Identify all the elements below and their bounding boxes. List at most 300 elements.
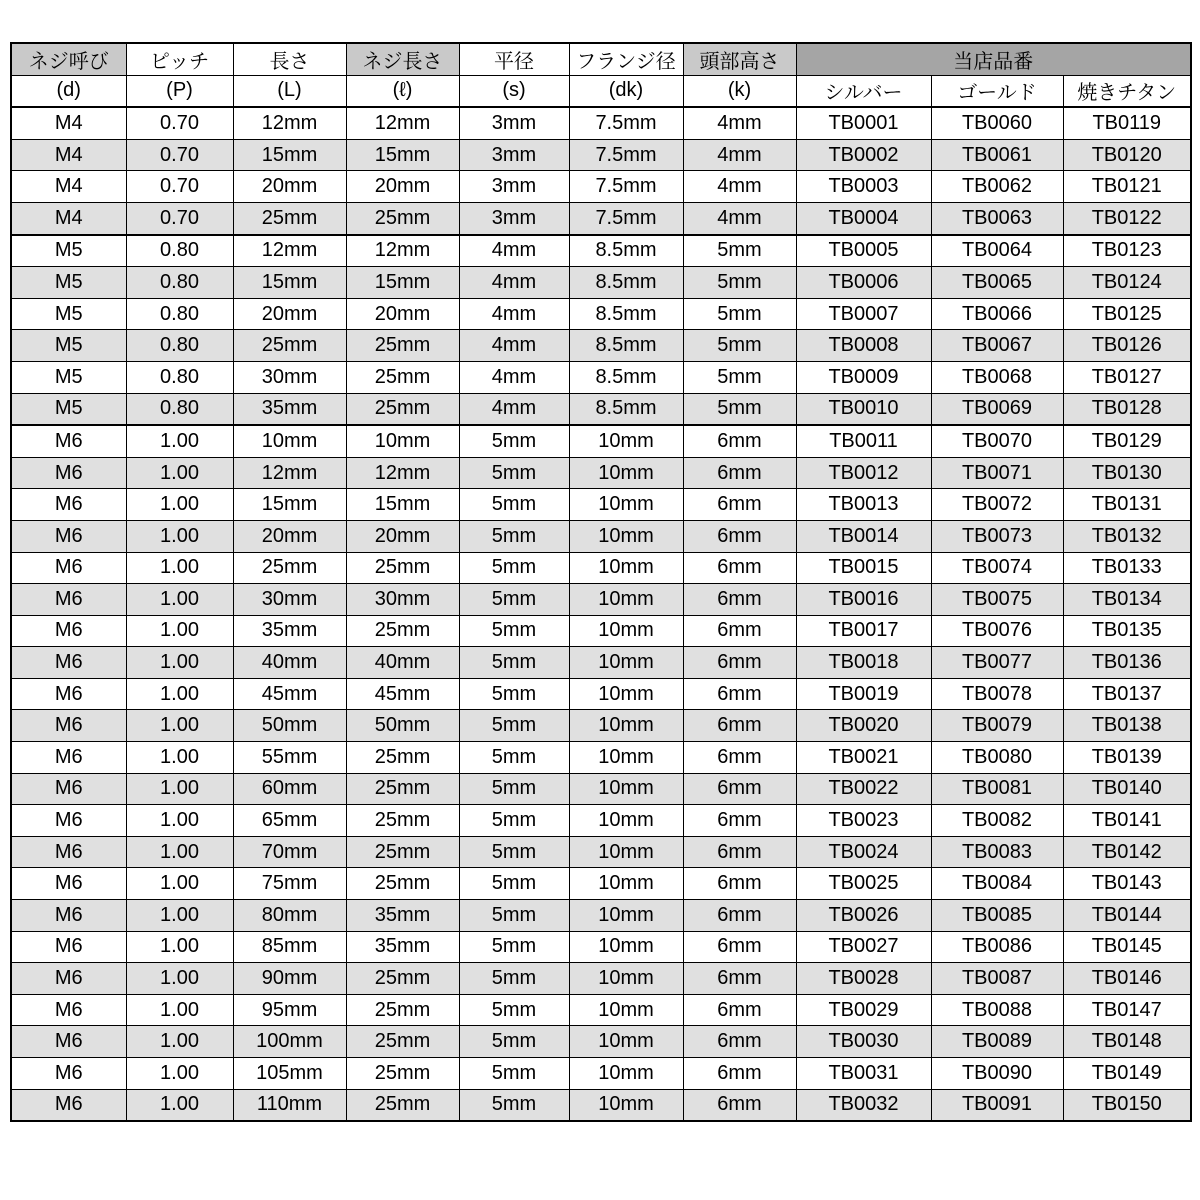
column-header-label: ネジ長さ xyxy=(346,43,459,75)
cell: 12mm xyxy=(233,107,346,139)
cell: 15mm xyxy=(346,489,459,521)
cell: M6 xyxy=(11,489,126,521)
cell: 5mm xyxy=(459,1058,569,1090)
cell: TB0123 xyxy=(1063,235,1191,267)
cell: TB0078 xyxy=(931,678,1063,710)
cell: 10mm xyxy=(569,678,683,710)
cell: TB0145 xyxy=(1063,931,1191,963)
cell: 4mm xyxy=(459,267,569,299)
cell: 8.5mm xyxy=(569,330,683,362)
cell: 5mm xyxy=(459,457,569,489)
cell: 10mm xyxy=(569,552,683,584)
cell: TB0134 xyxy=(1063,584,1191,616)
cell: TB0063 xyxy=(931,202,1063,234)
cell: M5 xyxy=(11,361,126,393)
cell: M6 xyxy=(11,805,126,837)
table-row xyxy=(11,710,1191,742)
table-row xyxy=(11,267,1191,299)
cell: TB0141 xyxy=(1063,805,1191,837)
cell: TB0024 xyxy=(796,836,931,868)
table-row xyxy=(11,1026,1191,1058)
cell: TB0136 xyxy=(1063,647,1191,679)
table-header xyxy=(11,43,1191,107)
table-row xyxy=(11,647,1191,679)
cell: 12mm xyxy=(346,457,459,489)
cell: 5mm xyxy=(683,235,796,267)
table-row xyxy=(11,931,1191,963)
cell: TB0067 xyxy=(931,330,1063,362)
cell: 1.00 xyxy=(126,489,233,521)
cell: 3mm xyxy=(459,171,569,203)
cell: 5mm xyxy=(459,742,569,774)
cell: 5mm xyxy=(459,489,569,521)
cell: M6 xyxy=(11,994,126,1026)
cell: TB0077 xyxy=(931,647,1063,679)
cell: TB0090 xyxy=(931,1058,1063,1090)
cell: 10mm xyxy=(569,836,683,868)
cell: M6 xyxy=(11,900,126,932)
cell: TB0075 xyxy=(931,584,1063,616)
cell: 20mm xyxy=(346,171,459,203)
cell: 1.00 xyxy=(126,773,233,805)
cell: 25mm xyxy=(346,393,459,425)
cell: 3mm xyxy=(459,107,569,139)
cell: 1.00 xyxy=(126,425,233,457)
cell: 110mm xyxy=(233,1089,346,1121)
table-row xyxy=(11,963,1191,995)
product-number-subheader: シルバー xyxy=(796,75,931,107)
cell: M5 xyxy=(11,330,126,362)
cell: TB0073 xyxy=(931,520,1063,552)
cell: M6 xyxy=(11,742,126,774)
cell: TB0128 xyxy=(1063,393,1191,425)
table-row xyxy=(11,678,1191,710)
cell: 85mm xyxy=(233,931,346,963)
table-row xyxy=(11,457,1191,489)
cell: M6 xyxy=(11,584,126,616)
cell: TB0122 xyxy=(1063,202,1191,234)
table-row xyxy=(11,202,1191,234)
cell: 30mm xyxy=(346,584,459,616)
product-number-subheader: ゴールド xyxy=(931,75,1063,107)
cell: TB0119 xyxy=(1063,107,1191,139)
cell: 10mm xyxy=(569,710,683,742)
cell: TB0072 xyxy=(931,489,1063,521)
cell: M6 xyxy=(11,773,126,805)
cell: 5mm xyxy=(459,1026,569,1058)
cell: 40mm xyxy=(346,647,459,679)
cell: 10mm xyxy=(569,805,683,837)
cell: 6mm xyxy=(683,457,796,489)
cell: 25mm xyxy=(346,742,459,774)
cell: 1.00 xyxy=(126,615,233,647)
cell: 20mm xyxy=(233,298,346,330)
cell: TB0010 xyxy=(796,393,931,425)
cell: 3mm xyxy=(459,202,569,234)
cell: TB0129 xyxy=(1063,425,1191,457)
cell: 6mm xyxy=(683,805,796,837)
cell: TB0011 xyxy=(796,425,931,457)
column-header-symbol: (k) xyxy=(683,75,796,107)
cell: M6 xyxy=(11,868,126,900)
cell: 8.5mm xyxy=(569,361,683,393)
cell: 3mm xyxy=(459,139,569,171)
cell: TB0139 xyxy=(1063,742,1191,774)
cell: TB0030 xyxy=(796,1026,931,1058)
cell: TB0150 xyxy=(1063,1089,1191,1121)
screw-spec-table xyxy=(10,42,1192,1122)
cell: 6mm xyxy=(683,615,796,647)
column-header-symbol: (s) xyxy=(459,75,569,107)
cell: 10mm xyxy=(569,520,683,552)
cell: TB0023 xyxy=(796,805,931,837)
cell: 5mm xyxy=(459,836,569,868)
cell: 60mm xyxy=(233,773,346,805)
cell: 5mm xyxy=(459,931,569,963)
column-header-symbol: (ℓ) xyxy=(346,75,459,107)
cell: TB0147 xyxy=(1063,994,1191,1026)
cell: TB0021 xyxy=(796,742,931,774)
cell: TB0070 xyxy=(931,425,1063,457)
cell: 1.00 xyxy=(126,994,233,1026)
table-row xyxy=(11,868,1191,900)
cell: 25mm xyxy=(346,963,459,995)
table-row xyxy=(11,330,1191,362)
cell: 70mm xyxy=(233,836,346,868)
cell: M6 xyxy=(11,963,126,995)
cell: TB0022 xyxy=(796,773,931,805)
cell: 25mm xyxy=(346,361,459,393)
cell: TB0001 xyxy=(796,107,931,139)
cell: 4mm xyxy=(459,330,569,362)
cell: 1.00 xyxy=(126,868,233,900)
cell: TB0060 xyxy=(931,107,1063,139)
cell: 35mm xyxy=(233,615,346,647)
cell: 6mm xyxy=(683,425,796,457)
cell: TB0130 xyxy=(1063,457,1191,489)
cell: 5mm xyxy=(459,678,569,710)
cell: TB0091 xyxy=(931,1089,1063,1121)
cell: 0.70 xyxy=(126,139,233,171)
cell: 50mm xyxy=(233,710,346,742)
cell: 10mm xyxy=(569,425,683,457)
cell: 15mm xyxy=(346,267,459,299)
cell: TB0142 xyxy=(1063,836,1191,868)
table-body xyxy=(11,107,1191,1121)
cell: 10mm xyxy=(569,994,683,1026)
cell: M6 xyxy=(11,457,126,489)
cell: TB0028 xyxy=(796,963,931,995)
cell: 5mm xyxy=(459,552,569,584)
cell: TB0032 xyxy=(796,1089,931,1121)
cell: 0.80 xyxy=(126,267,233,299)
cell: 10mm xyxy=(569,457,683,489)
cell: 10mm xyxy=(569,615,683,647)
cell: TB0018 xyxy=(796,647,931,679)
cell: 40mm xyxy=(233,647,346,679)
cell: TB0027 xyxy=(796,931,931,963)
cell: TB0089 xyxy=(931,1026,1063,1058)
cell: TB0135 xyxy=(1063,615,1191,647)
cell: 20mm xyxy=(346,298,459,330)
table-row xyxy=(11,107,1191,139)
cell: TB0140 xyxy=(1063,773,1191,805)
cell: M5 xyxy=(11,235,126,267)
cell: 15mm xyxy=(346,139,459,171)
cell: 1.00 xyxy=(126,552,233,584)
cell: TB0085 xyxy=(931,900,1063,932)
cell: 30mm xyxy=(233,361,346,393)
column-header-label: ネジ呼び xyxy=(11,43,126,75)
cell: 10mm xyxy=(569,489,683,521)
cell: 5mm xyxy=(459,963,569,995)
cell: 5mm xyxy=(459,805,569,837)
cell: TB0086 xyxy=(931,931,1063,963)
cell: 25mm xyxy=(346,1058,459,1090)
cell: TB0137 xyxy=(1063,678,1191,710)
cell: 0.80 xyxy=(126,235,233,267)
cell: 12mm xyxy=(233,235,346,267)
table-row xyxy=(11,1058,1191,1090)
cell: 10mm xyxy=(569,647,683,679)
cell: TB0144 xyxy=(1063,900,1191,932)
cell: TB0008 xyxy=(796,330,931,362)
cell: TB0138 xyxy=(1063,710,1191,742)
cell: M6 xyxy=(11,615,126,647)
cell: TB0120 xyxy=(1063,139,1191,171)
cell: 20mm xyxy=(233,171,346,203)
cell: 0.70 xyxy=(126,107,233,139)
cell: 10mm xyxy=(569,773,683,805)
cell: 5mm xyxy=(459,425,569,457)
cell: 10mm xyxy=(569,931,683,963)
table-row xyxy=(11,171,1191,203)
column-header-label: 長さ xyxy=(233,43,346,75)
cell: 0.80 xyxy=(126,330,233,362)
cell: 6mm xyxy=(683,963,796,995)
product-number-subheader: 焼きチタン xyxy=(1063,75,1191,107)
cell: 0.80 xyxy=(126,361,233,393)
cell: 5mm xyxy=(459,994,569,1026)
cell: TB0003 xyxy=(796,171,931,203)
cell: M6 xyxy=(11,1026,126,1058)
cell: M4 xyxy=(11,107,126,139)
cell: 25mm xyxy=(233,552,346,584)
cell: TB0006 xyxy=(796,267,931,299)
cell: M6 xyxy=(11,1058,126,1090)
cell: 6mm xyxy=(683,520,796,552)
cell: 6mm xyxy=(683,647,796,679)
cell: TB0017 xyxy=(796,615,931,647)
table-row xyxy=(11,805,1191,837)
cell: M6 xyxy=(11,931,126,963)
cell: M4 xyxy=(11,171,126,203)
cell: TB0133 xyxy=(1063,552,1191,584)
cell: 6mm xyxy=(683,710,796,742)
cell: 5mm xyxy=(459,773,569,805)
cell: TB0061 xyxy=(931,139,1063,171)
cell: 6mm xyxy=(683,836,796,868)
cell: TB0012 xyxy=(796,457,931,489)
cell: 65mm xyxy=(233,805,346,837)
cell: TB0121 xyxy=(1063,171,1191,203)
cell: M6 xyxy=(11,710,126,742)
cell: 5mm xyxy=(459,647,569,679)
table-row xyxy=(11,298,1191,330)
cell: 25mm xyxy=(346,805,459,837)
cell: TB0080 xyxy=(931,742,1063,774)
cell: M6 xyxy=(11,425,126,457)
cell: 6mm xyxy=(683,678,796,710)
cell: 1.00 xyxy=(126,931,233,963)
cell: 4mm xyxy=(459,361,569,393)
cell: 25mm xyxy=(346,1089,459,1121)
cell: TB0083 xyxy=(931,836,1063,868)
cell: 1.00 xyxy=(126,963,233,995)
cell: TB0065 xyxy=(931,267,1063,299)
cell: 25mm xyxy=(346,615,459,647)
cell: 8.5mm xyxy=(569,393,683,425)
table-row xyxy=(11,520,1191,552)
cell: TB0029 xyxy=(796,994,931,1026)
cell: 6mm xyxy=(683,489,796,521)
cell: TB0068 xyxy=(931,361,1063,393)
cell: 7.5mm xyxy=(569,139,683,171)
cell: 1.00 xyxy=(126,1058,233,1090)
cell: 0.70 xyxy=(126,171,233,203)
cell: 1.00 xyxy=(126,1089,233,1121)
cell: 5mm xyxy=(459,584,569,616)
cell: M6 xyxy=(11,678,126,710)
cell: 6mm xyxy=(683,584,796,616)
cell: 1.00 xyxy=(126,900,233,932)
cell: M4 xyxy=(11,139,126,171)
cell: 25mm xyxy=(233,202,346,234)
cell: M5 xyxy=(11,298,126,330)
column-header-symbol: (P) xyxy=(126,75,233,107)
table-row xyxy=(11,361,1191,393)
cell: TB0069 xyxy=(931,393,1063,425)
cell: 5mm xyxy=(459,710,569,742)
cell: 15mm xyxy=(233,267,346,299)
cell: TB0071 xyxy=(931,457,1063,489)
cell: 1.00 xyxy=(126,584,233,616)
column-header-symbol: (L) xyxy=(233,75,346,107)
cell: TB0081 xyxy=(931,773,1063,805)
cell: 10mm xyxy=(233,425,346,457)
header-row-symbols xyxy=(11,75,1191,107)
table-row xyxy=(11,994,1191,1026)
cell: 6mm xyxy=(683,931,796,963)
cell: 25mm xyxy=(346,202,459,234)
cell: 25mm xyxy=(346,552,459,584)
cell: TB0066 xyxy=(931,298,1063,330)
cell: 4mm xyxy=(459,393,569,425)
column-header-symbol: (dk) xyxy=(569,75,683,107)
cell: 5mm xyxy=(683,330,796,362)
cell: TB0148 xyxy=(1063,1026,1191,1058)
table-row xyxy=(11,393,1191,425)
cell: 8.5mm xyxy=(569,267,683,299)
cell: TB0079 xyxy=(931,710,1063,742)
cell: 1.00 xyxy=(126,678,233,710)
cell: 4mm xyxy=(683,139,796,171)
cell: TB0064 xyxy=(931,235,1063,267)
table-row xyxy=(11,615,1191,647)
cell: 1.00 xyxy=(126,836,233,868)
cell: 12mm xyxy=(346,235,459,267)
cell: 6mm xyxy=(683,773,796,805)
cell: 5mm xyxy=(459,868,569,900)
table-row xyxy=(11,773,1191,805)
cell: TB0127 xyxy=(1063,361,1191,393)
cell: 8.5mm xyxy=(569,235,683,267)
cell: 5mm xyxy=(459,1089,569,1121)
cell: 5mm xyxy=(459,900,569,932)
cell: 7.5mm xyxy=(569,202,683,234)
cell: 1.00 xyxy=(126,742,233,774)
cell: 1.00 xyxy=(126,520,233,552)
cell: TB0009 xyxy=(796,361,931,393)
column-header-label: フランジ径 xyxy=(569,43,683,75)
cell: 5mm xyxy=(683,361,796,393)
cell: 0.70 xyxy=(126,202,233,234)
cell: 10mm xyxy=(569,584,683,616)
cell: M5 xyxy=(11,267,126,299)
table-row xyxy=(11,425,1191,457)
cell: M6 xyxy=(11,552,126,584)
cell: 25mm xyxy=(233,330,346,362)
cell: 25mm xyxy=(346,836,459,868)
cell: 90mm xyxy=(233,963,346,995)
cell: 7.5mm xyxy=(569,171,683,203)
cell: TB0126 xyxy=(1063,330,1191,362)
cell: 25mm xyxy=(346,868,459,900)
cell: TB0131 xyxy=(1063,489,1191,521)
cell: TB0146 xyxy=(1063,963,1191,995)
cell: 25mm xyxy=(346,330,459,362)
cell: TB0031 xyxy=(796,1058,931,1090)
cell: TB0087 xyxy=(931,963,1063,995)
table-row xyxy=(11,552,1191,584)
column-header-label: ピッチ xyxy=(126,43,233,75)
cell: TB0132 xyxy=(1063,520,1191,552)
cell: 105mm xyxy=(233,1058,346,1090)
cell: TB0026 xyxy=(796,900,931,932)
cell: TB0074 xyxy=(931,552,1063,584)
cell: TB0002 xyxy=(796,139,931,171)
cell: 30mm xyxy=(233,584,346,616)
cell: 10mm xyxy=(569,1089,683,1121)
table-row xyxy=(11,900,1191,932)
cell: TB0005 xyxy=(796,235,931,267)
cell: TB0014 xyxy=(796,520,931,552)
cell: 12mm xyxy=(346,107,459,139)
cell: 6mm xyxy=(683,742,796,774)
table-row xyxy=(11,235,1191,267)
cell: 35mm xyxy=(233,393,346,425)
cell: 4mm xyxy=(459,235,569,267)
table-row xyxy=(11,584,1191,616)
cell: 6mm xyxy=(683,1058,796,1090)
cell: 1.00 xyxy=(126,1026,233,1058)
cell: 10mm xyxy=(569,868,683,900)
cell: M6 xyxy=(11,520,126,552)
cell: 1.00 xyxy=(126,710,233,742)
cell: 10mm xyxy=(569,742,683,774)
cell: 15mm xyxy=(233,139,346,171)
cell: 1.00 xyxy=(126,457,233,489)
